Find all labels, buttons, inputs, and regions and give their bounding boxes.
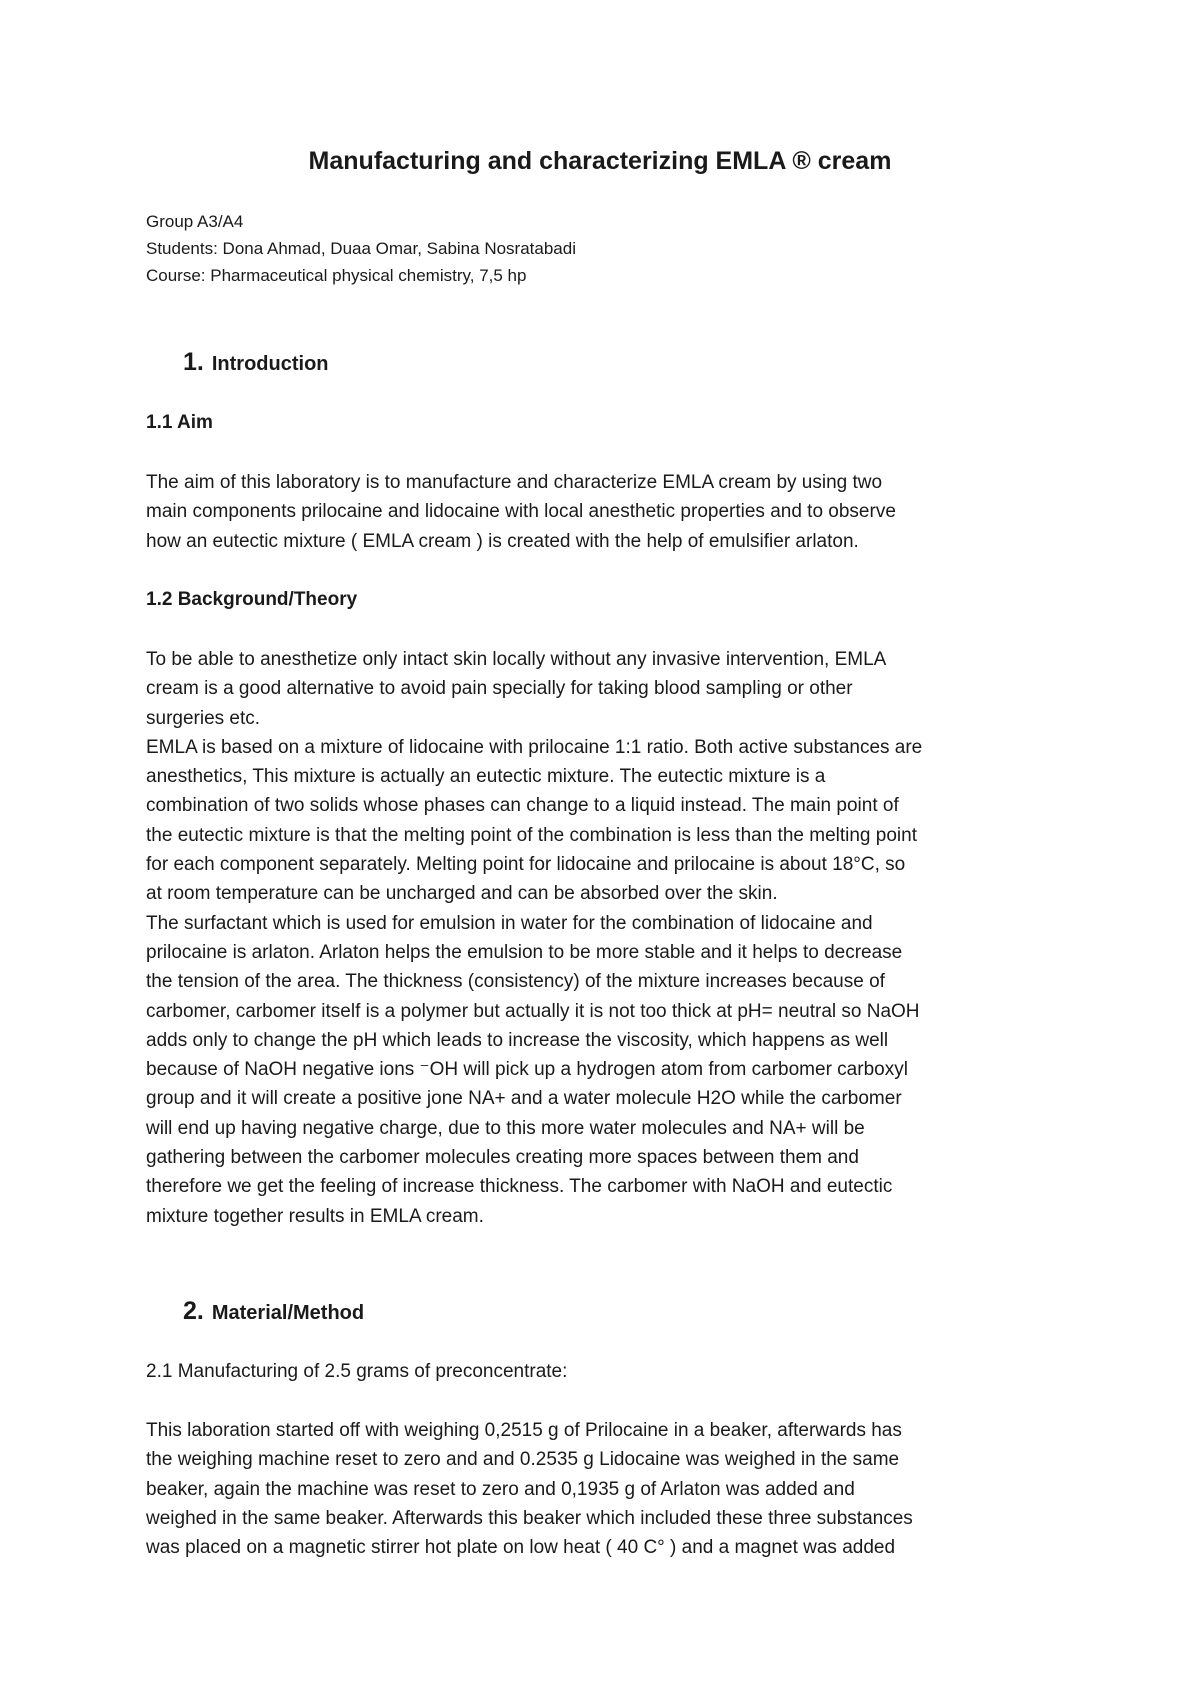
paragraph-line: beaker, again the machine was reset to zero and 0,1935 g of Arlaton was added and — [146, 1478, 855, 1500]
paragraph-line: for each component separately. Melting point for lidocaine and prilocaine is about 18°C, so — [146, 854, 906, 876]
paragraph-line: prilocaine is arlaton. Arlaton helps the emulsion to be more stable and it helps to decrease — [146, 941, 903, 963]
paragraph-line: how an eutectic mixture ( EMLA cream ) is created with the help of emulsifier arlaton. — [146, 530, 859, 552]
paragraph-line: group and it will create a positive jone NA+ and a water molecule H2O while the carbomer — [146, 1088, 902, 1110]
paragraph-line: will end up having negative charge, due to this more water molecules and NA+ will be — [146, 1117, 865, 1139]
background-paragraph — [146, 645, 1066, 1231]
paragraph-line: carbomer, carbomer itself is a polymer but actually it is not too thick at pH= neutral so NaOH — [146, 1000, 920, 1022]
paragraph-line: the weighing machine reset to zero and and 0.2535 g Lidocaine was weighed in the same — [146, 1449, 900, 1471]
paragraph-line: EMLA is based on a mixture of lidocaine with prilocaine 1:1 ratio. Both active substances are — [146, 736, 923, 758]
aim-heading: 1.1 Aim — [146, 412, 213, 433]
aim-paragraph — [146, 468, 1066, 556]
paragraph-line: at room temperature can be uncharged and can be absorbed over the skin. — [146, 883, 778, 905]
section-2-heading — [183, 1297, 364, 1326]
section-1-heading — [183, 348, 329, 377]
paragraph-line: cream is a good alternative to avoid pain specially for taking blood sampling or other — [146, 678, 853, 700]
background-heading: 1.2 Background/Theory — [146, 589, 358, 610]
paragraph-line: the eutectic mixture is that the melting point of the combination is less than the melting point — [146, 824, 917, 846]
document-title: Manufacturing and characterizing EMLA ® cream — [308, 147, 892, 175]
paragraph-line: To be able to anesthetize only intact skin locally without any invasive intervention, EMLA — [146, 649, 887, 670]
paragraph-line: This laboration started off with weighing 0,2515 g of Prilocaine in a beaker, afterwards has — [146, 1420, 902, 1441]
paragraph-line: adds only to change the pH which leads to increase the viscosity, which happens as well — [146, 1029, 889, 1051]
section-2-title: Material/Method — [211, 1302, 365, 1324]
students-line: Students: Dona Ahmad, Duaa Omar, Sabina Nosratabadi — [146, 239, 576, 258]
paragraph-line: because of NaOH negative ions ⁻OH will pick up a hydrogen atom from carbomer carboxyl — [146, 1059, 908, 1081]
section-1-number: 1. — [183, 348, 204, 376]
document-meta — [146, 208, 576, 289]
paragraph-line: main components prilocaine and lidocaine with local anesthetic properties and to observe — [146, 501, 896, 523]
paragraph-line: therefore we get the feeling of increase thickness. The carbomer with NaOH and eutectic — [146, 1176, 893, 1198]
paragraph-line: anesthetics, This mixture is actually an eutectic mixture. The eutectic mixture is a — [146, 766, 826, 788]
paragraph-line: was placed on a magnetic stirrer hot plate on low heat ( 40 C° ) and a magnet was added — [146, 1537, 896, 1559]
paragraph-line: The surfactant which is used for emulsion in water for the combination of lidocaine and — [146, 912, 873, 934]
group-line: Group A3/A4 — [146, 212, 244, 231]
paragraph-line: surgeries etc. — [146, 707, 261, 729]
section-2-number: 2. — [183, 1297, 204, 1325]
paragraph-line: the tension of the area. The thickness (consistency) of the mixture increases because of — [146, 971, 885, 993]
paragraph-line: weighed in the same beaker. Afterwards this beaker which included these three substances — [146, 1507, 913, 1529]
paragraph-line: mixture together results in EMLA cream. — [146, 1205, 484, 1227]
method-paragraph — [146, 1416, 1066, 1562]
manufacturing-heading: 2.1 Manufacturing of 2.5 grams of preconcentrate: — [146, 1361, 568, 1382]
course-line: Course: Pharmaceutical physical chemistry, 7,5 hp — [146, 266, 527, 285]
paragraph-line: The aim of this laboratory is to manufacture and characterize EMLA cream by using two — [146, 472, 883, 493]
section-1-title: Introduction — [211, 353, 329, 375]
paragraph-line: gathering between the carbomer molecules creating more spaces between them and — [146, 1147, 859, 1169]
paragraph-line: combination of two solids whose phases can change to a liquid instead. The main point of — [146, 795, 899, 817]
